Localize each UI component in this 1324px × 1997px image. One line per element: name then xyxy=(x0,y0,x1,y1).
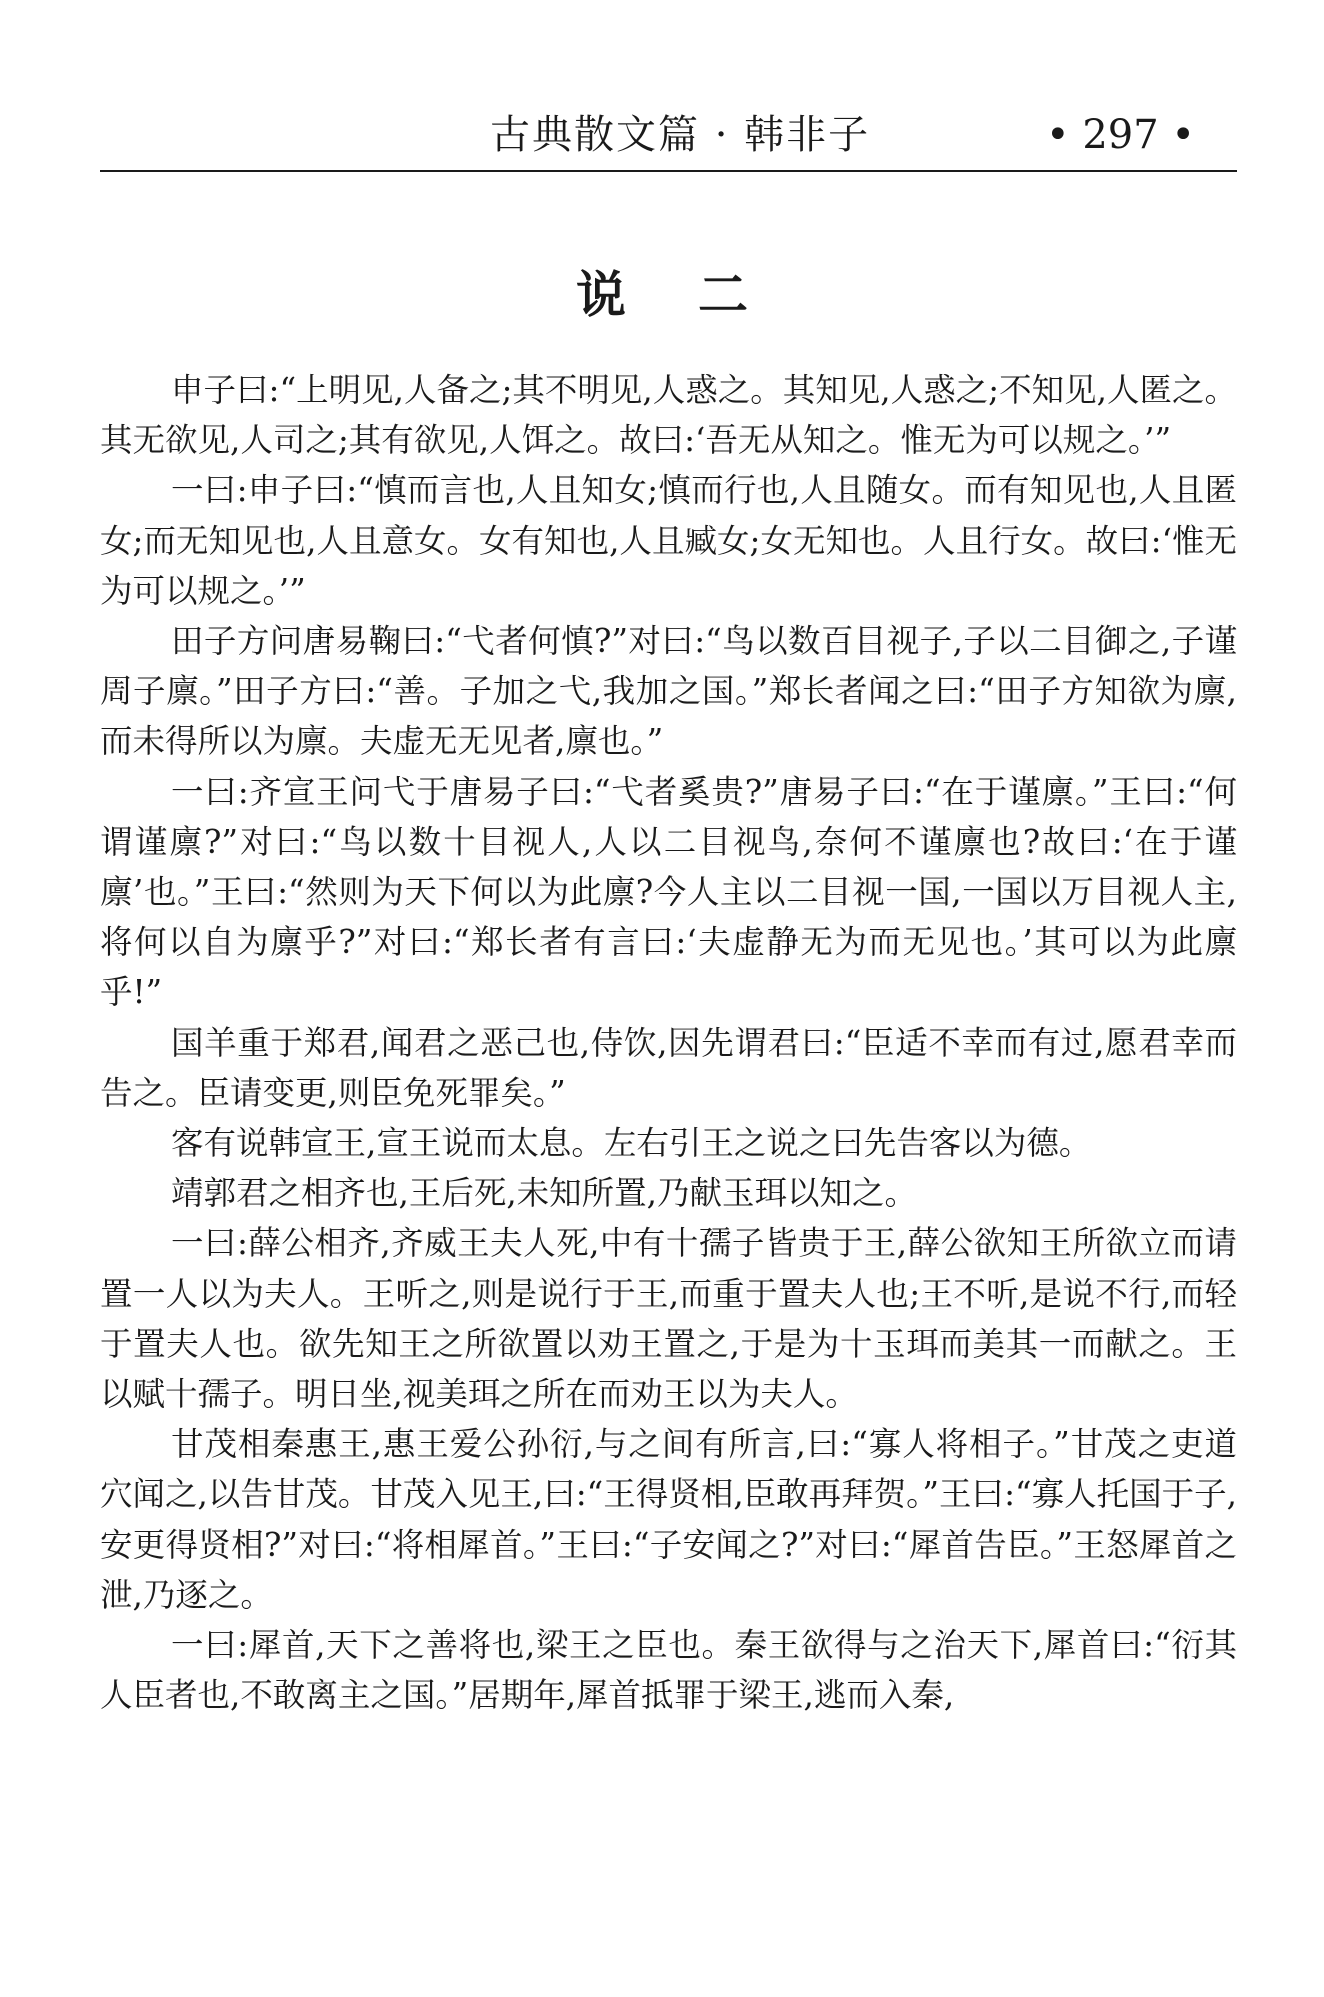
page-number: • 297 • xyxy=(1046,112,1195,158)
section-title: 说二 xyxy=(576,265,820,324)
paragraph: 甘茂相秦惠王,惠王爱公孙衍,与之间有所言,曰:“寡人将相子。”甘茂之吏道穴闻之,以告甘茂。甘茂入见王,曰:“王得贤相,臣敢再拜贺。”王曰:“寡人托国于子,安更得贤相?”对曰:“将相犀首。”王曰:“子安闻之?”对曰:“犀首告臣。”王怒犀首之泄,乃逐之。 xyxy=(100,1425,1237,1614)
header-rule xyxy=(100,170,1237,172)
paragraph: 靖郭君之相齐也,王后死,未知所置,乃献玉珥以知之。 xyxy=(171,1174,917,1213)
paragraph: 一曰:齐宣王问弋于唐易子曰:“弋者奚贵?”唐易子曰:“在于谨廪。”王曰:“何谓谨廪?”对曰:“鸟以数十目视人,人以二目视鸟,奈何不谨廪也?故曰:‘在于谨廪’也。”王曰:“然则为天下何以为此廪?今人主以二目视一国,一国以万目视人主,将何以自为廪乎?”对曰:“郑长者有言曰:‘夫虚静无为而无见也。’其可以为此廪乎!” xyxy=(100,772,1237,1012)
paragraph: 客有说韩宣王,宣王说而太息。左右引王之说之曰先告客以为德。 xyxy=(171,1124,1092,1163)
paragraph: 申子曰:“上明见,人备之;其不明见,人惑之。其知见,人惑之;不知见,人匿之。其无欲见,人司之;其有欲见,人饵之。故曰:‘吾无从知之。惟无为可以规之。’” xyxy=(100,371,1237,460)
running-header xyxy=(100,100,1237,170)
paragraph: 国羊重于郑君,闻君之恶己也,侍饮,因先谓君曰:“臣适不幸而有过,愿君幸而告之。臣请变更,则臣免死罪矣。” xyxy=(100,1023,1237,1112)
paragraph: 一曰:犀首,天下之善将也,梁王之臣也。秦王欲得与之治天下,犀首曰:“衍其人臣者也,不敢离主之国。”居期年,犀首抵罪于梁王,逃而入秦, xyxy=(100,1626,1237,1715)
running-header-title: 古典散文篇 · 韩非子 xyxy=(490,112,871,158)
body-text xyxy=(100,365,1237,1720)
paragraph: 田子方问唐易鞠曰:“弋者何慎?”对曰:“鸟以数百目视子,子以二目御之,子谨周子廪。”田子方曰:“善。子加之弋,我加之国。”郑长者闻之曰:“田子方知欲为廪,而未得所以为廪。夫虚无无见者,廪也。” xyxy=(100,622,1237,761)
paragraph: 一曰:薛公相齐,齐威王夫人死,中有十孺子皆贵于王,薛公欲知王所欲立而请置一人以为夫人。王听之,则是说行于王,而重于置夫人也;王不听,是说不行,而轻于置夫人也。欲先知王之所欲置以劝王置之,于是为十玉珥而美其一而献之。王以赋十孺子。明日坐,视美珥之所在而劝王以为夫人。 xyxy=(100,1224,1237,1414)
paragraph: 一曰:申子曰:“慎而言也,人且知女;慎而行也,人且随女。而有知见也,人且匿女;而无知见也,人且意女。女有知也,人且臧女;女无知也。人且行女。故曰:‘惟无为可以规之。’” xyxy=(100,471,1237,610)
